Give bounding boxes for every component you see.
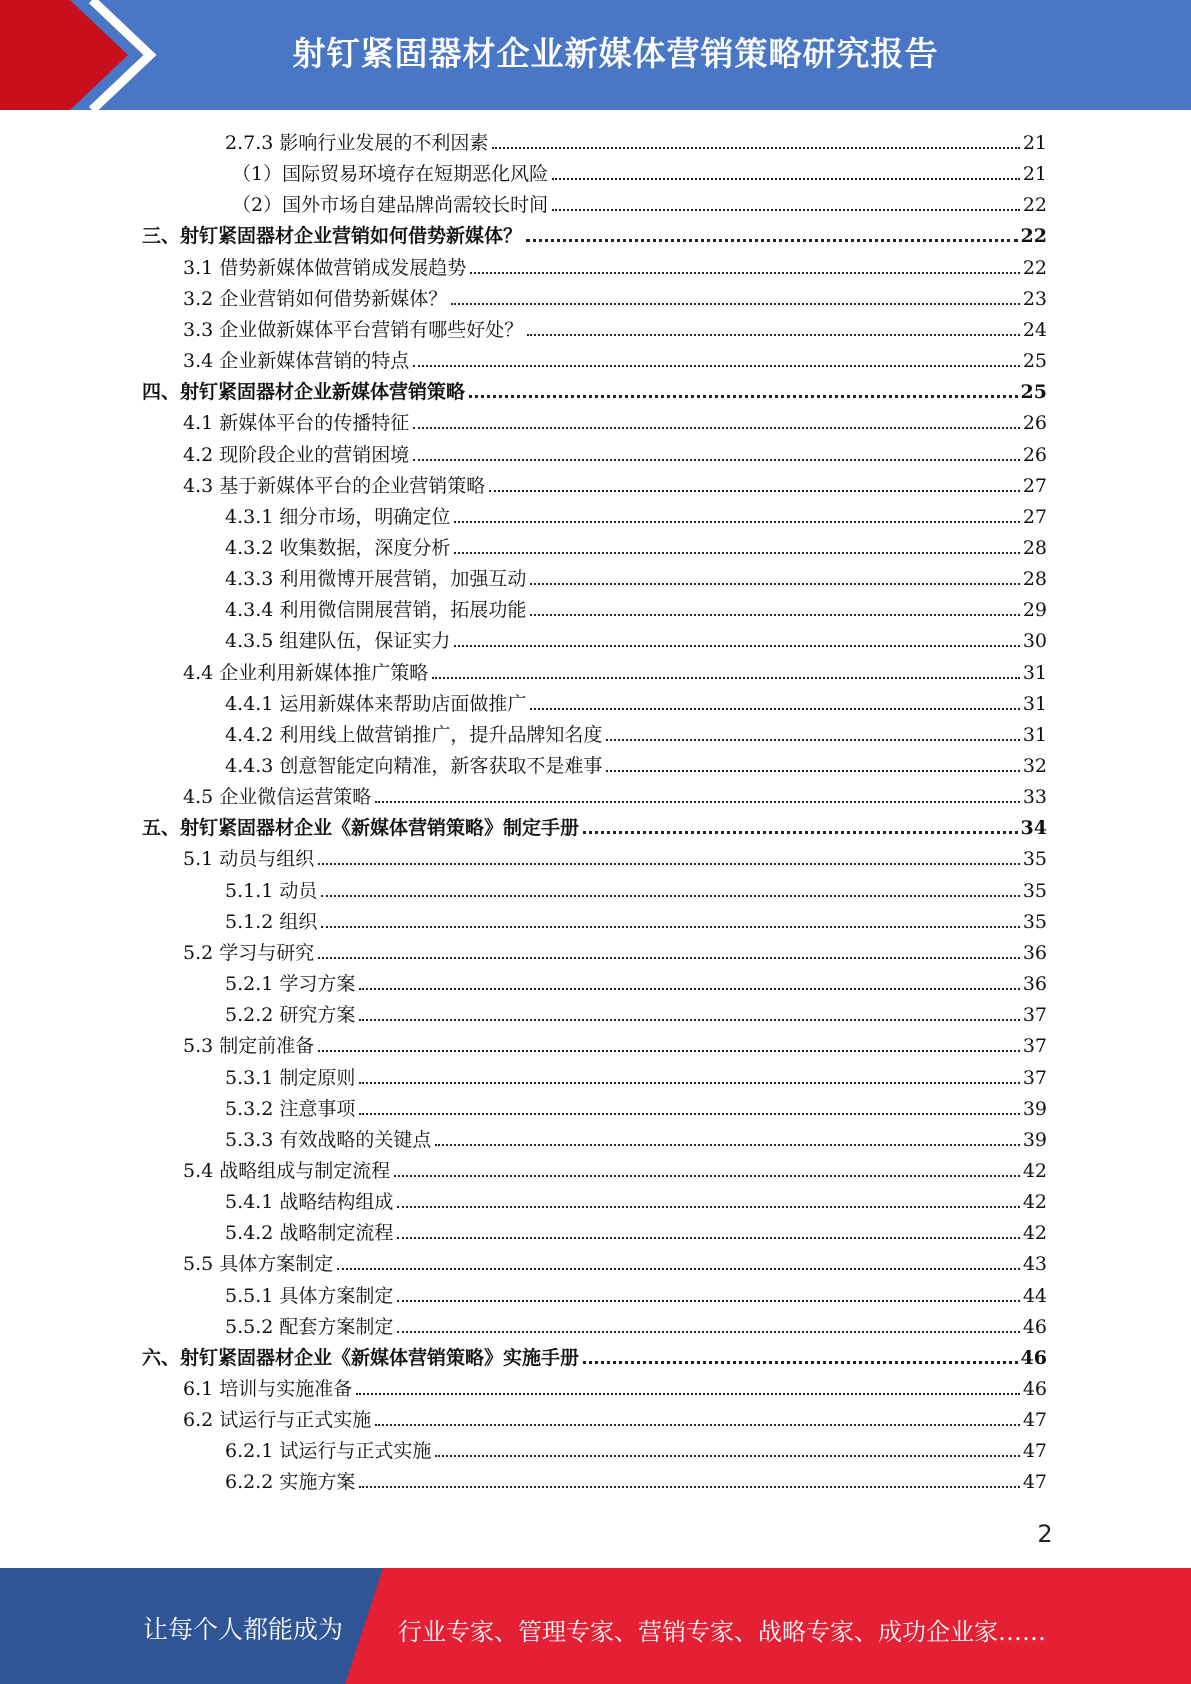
toc-entry-title: 3.2 企业营销如何借势新媒体？ [183, 287, 448, 310]
toc-entry[interactable] [225, 1436, 1047, 1467]
toc-entry-page: 28 [1022, 568, 1047, 591]
toc-entry[interactable] [183, 471, 1047, 502]
toc-entry-page: 30 [1022, 630, 1047, 653]
toc-entry-page: 21 [1022, 132, 1047, 154]
toc-dot-leader [356, 1393, 1020, 1395]
toc-entry-page: 46 [1022, 1378, 1047, 1400]
toc-entry-title: 4.5 企业微信运营策略 [183, 786, 372, 809]
toc-dot-leader [413, 427, 1020, 429]
toc-entry[interactable] [225, 128, 1047, 159]
toc-entry[interactable] [183, 1374, 1047, 1405]
toc-dot-leader [527, 334, 1020, 336]
toc-entry-page: 42 [1022, 1159, 1047, 1182]
toc-dot-leader [375, 801, 1020, 803]
toc-entry-title: 5.2 学习与研究 [183, 941, 315, 964]
toc-entry-page: 24 [1022, 318, 1047, 341]
toc-entry[interactable] [225, 626, 1047, 657]
toc-entry[interactable] [183, 844, 1047, 875]
toc-entry-title: 5.3.2 注意事项 [225, 1097, 356, 1120]
toc-entry[interactable] [183, 346, 1047, 377]
toc-entry-page: 34 [1020, 817, 1047, 840]
toc-entry-title: 4.4.2 利用线上做营销推广，提升品牌知名度 [225, 723, 603, 746]
toc-entry-page: 42 [1022, 1191, 1047, 1214]
footer-roles: 行业专家、管理专家、营销专家、战略专家、成功企业家…… [398, 1618, 1046, 1646]
toc-entry-page: 33 [1022, 786, 1047, 809]
toc-entry-page: 31 [1022, 723, 1047, 746]
toc-dot-leader [321, 895, 1019, 897]
toc-entry-title: 3.4 企业新媒体营销的特点 [183, 350, 410, 373]
toc-dot-leader [397, 1206, 1019, 1208]
toc-entry[interactable] [183, 1031, 1047, 1062]
toc-entry[interactable] [225, 1218, 1047, 1249]
toc-entry-page: 22 [1020, 225, 1047, 248]
toc-dot-leader [359, 1486, 1019, 1488]
toc-entry-page: 46 [1020, 1346, 1047, 1369]
toc-entry[interactable] [225, 1467, 1047, 1498]
toc-entry[interactable] [142, 813, 1047, 844]
toc-dot-leader [530, 583, 1019, 585]
toc-entry-page: 47 [1022, 1409, 1047, 1432]
toc-entry-title: （2）国外市场自建品牌尚需较长时间 [232, 194, 549, 217]
toc-entry-page: 39 [1022, 1097, 1047, 1120]
toc-entry-title: 5.4.1 战略结构组成 [225, 1191, 394, 1214]
toc-entry-page: 42 [1022, 1222, 1047, 1245]
report-title: 射钉紧固器材企业新媒体营销策略研究报告 [292, 34, 939, 73]
toc-entry-page: 36 [1022, 973, 1047, 996]
toc-dot-leader [489, 490, 1020, 492]
toc-entry[interactable] [183, 1405, 1047, 1436]
toc-dot-leader [413, 459, 1020, 461]
footer-slogan: 让每个人都能成为 [143, 1615, 344, 1644]
toc-dot-leader [359, 1113, 1019, 1115]
toc-dot-leader [492, 147, 1019, 149]
toc-entry-page: 46 [1022, 1315, 1047, 1338]
toc-entry-page: 29 [1022, 599, 1047, 622]
toc-entry[interactable] [183, 253, 1047, 284]
toc-entry[interactable] [142, 377, 1047, 408]
toc-entry-page: 27 [1022, 474, 1047, 497]
toc-entry[interactable] [225, 1094, 1047, 1125]
toc-entry[interactable] [225, 689, 1047, 720]
toc-dot-leader [552, 209, 1020, 211]
toc-entry-page: 35 [1022, 848, 1047, 871]
toc-entry-title: 5.1 动员与组织 [183, 848, 315, 871]
toc-entry[interactable] [225, 1063, 1047, 1094]
toc-entry[interactable] [183, 938, 1047, 969]
toc-dot-leader [318, 1050, 1020, 1052]
toc-dot-leader [397, 1331, 1019, 1333]
toc-dot-leader [318, 863, 1020, 865]
toc-entry-page: 26 [1022, 412, 1047, 435]
toc-entry[interactable] [183, 315, 1047, 346]
toc-entry-page: 47 [1022, 1471, 1047, 1494]
toc-dot-leader [530, 614, 1019, 616]
toc-entry-page: 37 [1022, 1066, 1047, 1089]
toc-entry-page: 32 [1022, 755, 1047, 777]
toc-dot-leader [435, 1144, 1019, 1146]
toc-entry-title: 5.3 制定前准备 [183, 1035, 315, 1058]
toc-entry-title: 4.3.4 利用微信開展营销，拓展功能 [225, 599, 527, 622]
toc-entry[interactable] [232, 190, 1047, 221]
toc-dot-leader [337, 1268, 1020, 1270]
toc-entry-title: 4.4.1 运用新媒体来帮助店面做推广 [225, 692, 527, 715]
toc-entry[interactable] [225, 595, 1047, 626]
toc-entry-title: 4.4 企业利用新媒体推广策略 [183, 661, 429, 684]
toc-dot-leader [583, 1361, 1018, 1364]
toc-entry[interactable] [183, 782, 1047, 813]
toc-entry[interactable] [183, 440, 1047, 471]
toc-entry-title: 5.5 具体方案制定 [183, 1253, 334, 1276]
toc-entry-title: 4.3.5 组建队伍，保证实力 [225, 630, 451, 653]
toc-dot-leader [606, 739, 1019, 741]
toc-entry-title: 三、射钉紧固器材企业营销如何借势新媒体？ [142, 225, 523, 248]
toc-entry[interactable] [225, 1125, 1047, 1156]
toc-entry[interactable] [183, 284, 1047, 315]
toc-dot-leader [359, 1019, 1019, 1021]
toc-dot-leader [359, 988, 1019, 990]
toc-entry-page: 23 [1022, 287, 1047, 310]
toc-dot-leader [435, 1455, 1019, 1457]
toc-entry[interactable] [232, 159, 1047, 190]
toc-entry-title: 5.5.1 具体方案制定 [225, 1284, 394, 1307]
toc-entry-page: 35 [1022, 910, 1047, 933]
toc-entry[interactable] [225, 969, 1047, 1000]
toc-entry-page: 37 [1022, 1035, 1047, 1058]
toc-entry[interactable] [225, 751, 1047, 782]
toc-entry-title: 4.3.1 细分市场，明确定位 [225, 505, 451, 528]
toc-entry-title: 5.3.3 有效战略的关键点 [225, 1128, 432, 1151]
toc-entry-title: （1）国际贸易环境存在短期恶化风险 [232, 163, 549, 186]
toc-entry-page: 25 [1020, 381, 1047, 404]
toc-entry[interactable] [225, 1187, 1047, 1218]
toc-entry-title: 5.3.1 制定原则 [225, 1066, 356, 1089]
toc-dot-leader [606, 770, 1019, 772]
toc-entry-title: 2.7.3 影响行业发展的不利因素 [225, 132, 489, 154]
toc-entry[interactable] [183, 1249, 1047, 1280]
toc-dot-leader [432, 677, 1020, 679]
toc-entry-title: 四、射钉紧固器材企业新媒体营销策略 [142, 381, 466, 404]
toc-entry-title: 5.1.2 组织 [225, 910, 318, 933]
toc-entry-page: 27 [1022, 505, 1047, 528]
toc-entry-title: 4.4.3 创意智能定向精准，新客获取不是难事 [225, 755, 603, 777]
toc-dot-leader [451, 303, 1020, 305]
toc-dot-leader [469, 395, 1018, 398]
toc-entry-title: 4.1 新媒体平台的传播特征 [183, 412, 410, 435]
toc-entry-title: 5.4 战略组成与制定流程 [183, 1159, 391, 1182]
toc-entry-page: 31 [1022, 692, 1047, 715]
toc-entry-title: 4.3.2 收集数据，深度分析 [225, 536, 451, 559]
toc-entry[interactable] [142, 1343, 1047, 1374]
toc-dot-leader [470, 272, 1020, 274]
toc-entry[interactable] [142, 221, 1047, 252]
toc-entry-title: 4.2 现阶段企业的营销困境 [183, 443, 410, 466]
page-number: 2 [1037, 1520, 1053, 1548]
toc-dot-leader [375, 1424, 1020, 1426]
toc-entry-page: 22 [1022, 256, 1047, 279]
toc-entry[interactable] [225, 907, 1047, 938]
toc-entry[interactable] [225, 533, 1047, 564]
toc-entry-page: 39 [1022, 1128, 1047, 1151]
toc-dot-leader [397, 1300, 1019, 1302]
toc-entry-title: 3.1 借势新媒体做营销成发展趋势 [183, 256, 467, 279]
toc-entry-page: 28 [1022, 536, 1047, 559]
toc-entry-page: 25 [1022, 350, 1047, 373]
toc-entry-title: 6.2.1 试运行与正式实施 [225, 1440, 432, 1463]
toc-entry-title: 5.2.1 学习方案 [225, 973, 356, 996]
toc-entry-title: 6.1 培训与实施准备 [183, 1378, 353, 1400]
toc-entry-page: 35 [1022, 879, 1047, 902]
toc-entry-title: 3.3 企业做新媒体平台营销有哪些好处？ [183, 318, 524, 341]
toc-entry-page: 47 [1022, 1440, 1047, 1463]
toc-entry-page: 37 [1022, 1004, 1047, 1027]
toc-entry[interactable] [225, 720, 1047, 751]
toc-dot-leader [552, 178, 1020, 180]
toc-entry[interactable] [183, 408, 1047, 439]
toc-entry[interactable] [225, 502, 1047, 533]
toc-dot-leader [318, 957, 1020, 959]
toc-entry-title: 5.5.2 配套方案制定 [225, 1315, 394, 1338]
toc-dot-leader [454, 521, 1019, 523]
toc-entry[interactable] [225, 1000, 1047, 1031]
toc-dot-leader [454, 645, 1019, 647]
toc-dot-leader [321, 926, 1019, 928]
toc-dot-leader [359, 1082, 1019, 1084]
toc-entry[interactable] [225, 1312, 1047, 1343]
toc-entry[interactable] [225, 876, 1047, 907]
toc-dot-leader [454, 552, 1019, 554]
toc-dot-leader [583, 831, 1018, 834]
toc-entry-title: 5.1.1 动员 [225, 879, 318, 902]
toc-dot-leader [530, 708, 1019, 710]
toc-entry-page: 31 [1022, 661, 1047, 684]
toc-dot-leader [413, 365, 1020, 367]
toc-entry-title: 6.2 试运行与正式实施 [183, 1409, 372, 1432]
toc-entry-page: 26 [1022, 443, 1047, 466]
toc-entry-title: 4.3.3 利用微博开展营销，加强互动 [225, 568, 527, 591]
toc-entry-page: 36 [1022, 941, 1047, 964]
toc-entry-title: 4.3 基于新媒体平台的企业营销策略 [183, 474, 486, 497]
toc-entry-page: 21 [1022, 163, 1047, 186]
toc-entry-title: 5.2.2 研究方案 [225, 1004, 356, 1027]
toc-entry-page: 44 [1022, 1284, 1047, 1307]
toc-entry-title: 六、射钉紧固器材企业《新媒体营销策略》实施手册 [142, 1346, 580, 1369]
toc-entry-title: 5.4.2 战略制定流程 [225, 1222, 394, 1245]
toc-entry[interactable] [225, 564, 1047, 595]
toc-dot-leader [526, 239, 1018, 242]
toc-entry[interactable] [183, 658, 1047, 689]
toc-entry[interactable] [225, 1281, 1047, 1312]
toc-entry-title: 6.2.2 实施方案 [225, 1471, 356, 1494]
toc-entry-page: 22 [1022, 194, 1047, 217]
toc-dot-leader [397, 1237, 1019, 1239]
toc-entry-title: 五、射钉紧固器材企业《新媒体营销策略》制定手册 [142, 817, 580, 840]
toc-entry-page: 43 [1022, 1253, 1047, 1276]
toc-dot-leader [394, 1175, 1020, 1177]
page-header [0, 0, 1191, 110]
toc-entry[interactable] [183, 1156, 1047, 1187]
page-footer [0, 1568, 1191, 1684]
